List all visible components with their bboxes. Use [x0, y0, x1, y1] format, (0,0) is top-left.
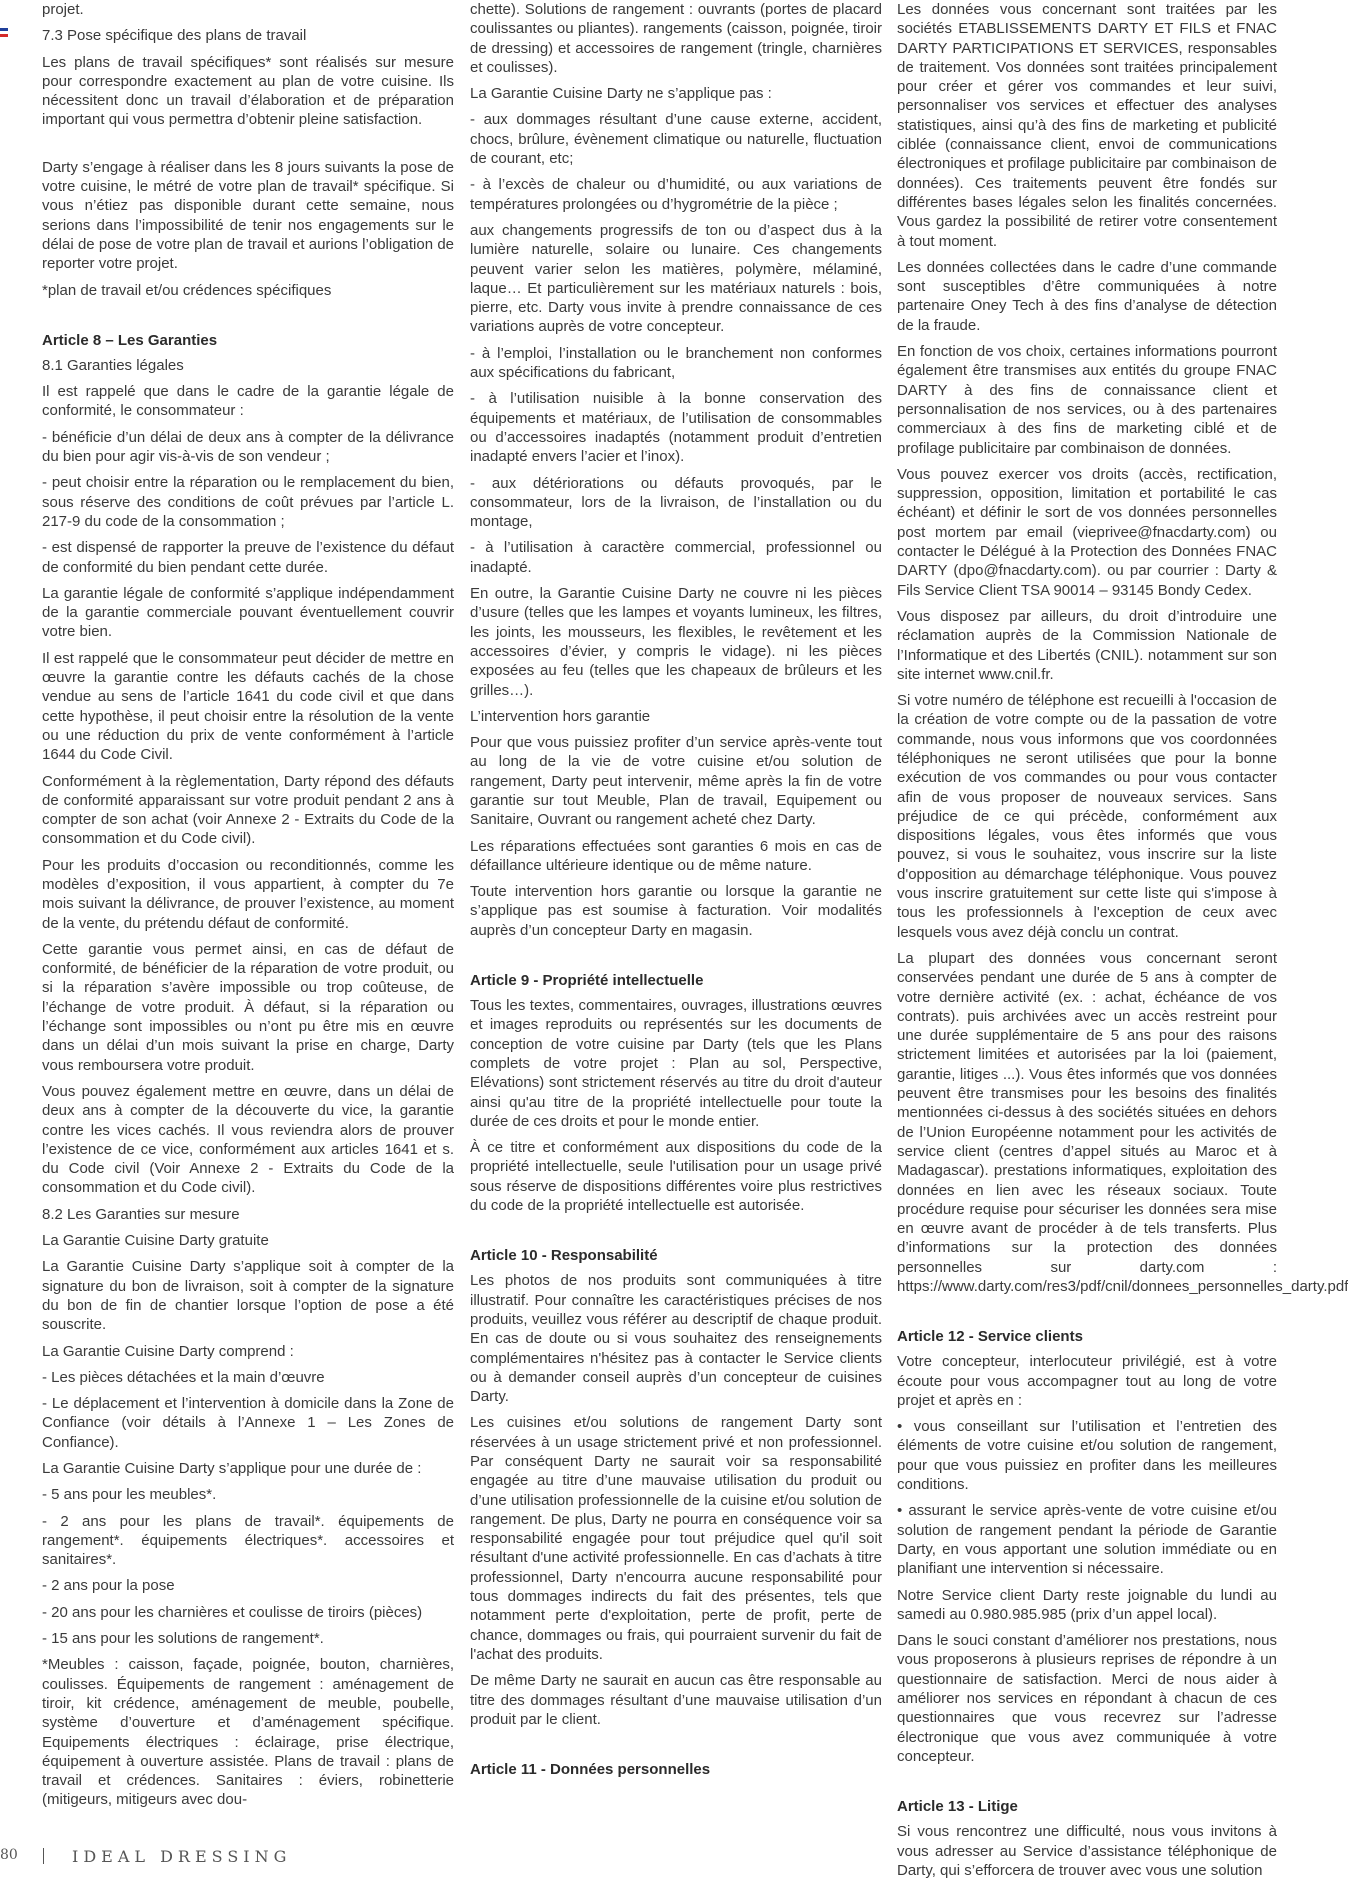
article-heading: Article 11 - Données personnelles — [470, 1761, 711, 1779]
paragraph: Dans le souci constant d’améliorer nos prestations, nous vous proposerons à plusieurs reprises de répondre à un questionnaire de satisfaction. Merci de nous aider à améliorer nos services en répondant à chacun de ces questionnaires que vous recevrez sur l’adresse électronique que vous avez communiquée à votre concepteur. — [897, 1632, 1277, 1765]
paragraph: Cette garantie vous permet ainsi, en cas de défaut de conformité, de bénéficier de la réparation de votre produit, ou si la réparation s’avère impossible ou trop coûteuse, de l’échange de votre produit. À défaut, si la réparation ou l’échange sont impossibles ou n’ont pu être mis en œuvre dans un délai d’un mois suivant la prise en charge, Darty vous remboursera votre produit. — [42, 940, 454, 1074]
paragraph: - 2 ans pour les plans de travail*. équipements de rangement*. équipements électriques*. accessoires et sanitaires*. — [42, 1512, 454, 1569]
paragraph: De même Darty ne saurait en aucun cas être responsable au titre des dommages résultant d’une mauvaise utilisation d’un produit par le client. — [470, 1672, 882, 1728]
paragraph: En outre, la Garantie Cuisine Darty ne couvre ni les pièces d’usure (telles que les lampes et voyants lumineux, les filtres, les joints, les mousseurs, les flexibles, le revêtement et les accessoires d’évier, y compris le vidage). ni les pièces exposées au feu (telles que les chapeaux de brûleurs et les grilles…). — [470, 585, 882, 699]
footer-brand: IDEAL DRESSING — [72, 1847, 292, 1866]
page-number: 80 — [0, 1847, 18, 1863]
article-heading: Article 10 - Responsabilité — [470, 1247, 658, 1265]
paragraph: - Le déplacement et l’intervention à domicile dans la Zone de Confiance (voir détails à l’Annexe 1 – Les Zones de Confiance). — [42, 1395, 454, 1451]
paragraph: La Garantie Cuisine Darty s’applique pour une durée de : — [42, 1460, 422, 1477]
paragraph: • vous conseillant sur l’utilisation et l’entretien des éléments de votre cuisine et/ou solution de rangement, pour que vous puissiez en profiter dans les meilleures conditions. — [897, 1418, 1277, 1494]
paragraph: Si votre numéro de téléphone est recueilli à l'occasion de la création de votre compte ou de la passation de votre commande, nous vous informons que vos coordonnées téléphoniques ne seront utilisées que pour la bonne exécution de vos commandes ou pour vous contacter afin de vous proposer de nouveaux services. Sans préjudice de ce qui précède, conformément aux dispositions légales, vous êtes informés que vous pouvez, si vous le souhaitez, vous inscrire sur la liste d'opposition au démarchage téléphonique. Vous pouvez vous inscrire gratuitement sur cette liste qui s'impose à tous les professionnels à l'exception de ceux avec lesquels vous avez déjà conclu un contrat. — [897, 692, 1277, 941]
paragraph: - 15 ans pour les solutions de rangement*. — [42, 1630, 324, 1648]
paragraph: En fonction de vos choix, certaines informations pourront également être transmises aux entités du groupe FNAC DARTY à des fins de connaissance client et personnalisation de nos services, ou à des partenaires commerciaux à des fins de marketing ciblé et de profilage publicitaire par combinaison de données. — [897, 343, 1277, 457]
paragraph: - aux dommages résultant d’une cause externe, accident, chocs, brûlure, évènement climatique ou naturelle, fluctuation de courant, etc; — [470, 111, 882, 168]
paragraph: - à l’emploi, l’installation ou le branchement non conformes aux spécifications du fabricant, — [470, 344, 882, 382]
paragraph: Conformément à la règlementation, Darty répond des défauts de conformité apparaissant sur votre produit pendant 2 ans à compter de son achat (voir Annexe 2 - Extraits du Code de la consommation et du Code civil). — [42, 772, 454, 848]
article-heading: Article 12 - Service clients — [897, 1328, 1083, 1346]
paragraph: Les données vous concernant sont traitées par les sociétés ETABLISSEMENTS DARTY ET FILS et FNAC DARTY PARTICIPATIONS ET SERVICES, responsables de traitement. Vos données sont traitées principalement pour créer et gérer vos commandes et leur suivi, personnaliser vos services et effectuer des analyses statistiques, ainsi qu’à des fins de marketing et publicité ciblée (connaissance client, envoi de communications électroniques et profilage publicitaire par combinaison de données). Ces traitements peuvent être fondés sur différentes bases légales selon les finalités concernées. Vous gardez la possibilité de retirer votre consentement à tout moment. — [897, 1, 1277, 250]
paragraph: Si vous rencontrez une difficulté, nous vous invitons à vous adresser au Service d’assistance téléphonique de Darty, qui s’efforcera de trouver avec vous une solution — [897, 1823, 1277, 1879]
paragraph: - 5 ans pour les meubles*. — [42, 1486, 217, 1504]
paragraph: L’intervention hors garantie — [470, 707, 651, 725]
paragraph: La garantie légale de conformité s’applique indépendamment de la garantie commerciale pouvant éventuellement couvrir votre bien. — [42, 584, 454, 641]
paragraph: 8.2 Les Garanties sur mesure — [42, 1205, 240, 1223]
paragraph: - peut choisir entre la réparation ou le remplacement du bien, sous réserve des conditions de coût prévues par l’article L. 217-9 du code de la consommation ; — [42, 474, 454, 530]
paragraph: • assurant le service après-vente de votre cuisine et/ou solution de rangement pendant la période de Garantie Darty, en vous apportant une solution immédiate ou en planifiant une intervention si nécessaire. — [897, 1502, 1277, 1578]
paragraph: - Les pièces détachées et la main d’œuvre — [42, 1368, 325, 1386]
paragraph: *plan de travail et/ou crédences spécifiques — [42, 281, 332, 299]
paragraph: 8.1 Garanties légales — [42, 356, 184, 374]
paragraph: Il est rappelé que le consommateur peut décider de mettre en œuvre la garantie contre les défauts cachés de la chose vendue au sens de l’article 1641 du code civil et que dans cette hypothèse, il peut choisir entre la résolution de la vente ou une réduction du prix de vente conformément à l’article 1644 du Code Civil. — [42, 649, 454, 764]
article-heading: Article 8 – Les Garanties — [42, 331, 218, 349]
article-heading: Article 9 - Propriété intellectuelle — [470, 972, 704, 990]
paragraph: La plupart des données vous concernant seront conservées pendant une durée de 5 ans à compter de votre dernière activité (ex. : achat, échéance de vos contrats). puis archivées avec un accès restreint pour une durée supplémentaire de 5 ans pour des raisons strictement limitées et autorisées par la loi (paiement, garantie, litiges ...). Vous êtes informés que vos données peuvent être transmises pour les besoins des finalités mentionnées ci-dessus à des sociétés situées en dehors de l’Union Européenne notamment pour les activités de service client (centres d’appel situés au Maroc et à Madagascar). prestations informatiques, exploitation des données en lien avec les réseaux sociaux. Toute procédure requise pour sécuriser les données sera mise en œuvre avant de procéder à de tels transferts. Plus d’informations sur la protection des données personnelles sur darty.com : https://www.darty.com/res3/pdf/cnil/donnees_personnelles_darty.pdf — [897, 949, 1348, 1295]
paragraph: Les plans de travail spécifiques* sont réalisés sur mesure pour correspondre exactement au plan de votre cuisine. Ils nécessitent donc un travail d’élaboration et de préparation important qui vous permettra d’obtenir pleine satisfaction. — [42, 53, 454, 129]
article-heading: Article 13 - Litige — [897, 1798, 1018, 1816]
paragraph: Votre concepteur, interlocuteur privilégié, est à votre écoute pour vous accompagner tout au long de votre projet et après en : — [897, 1353, 1277, 1409]
paragraph: - à l’excès de chaleur ou d’humidité, ou aux variations de températures prolongées ou d’hygrométrie de la pièce ; — [470, 176, 882, 213]
paragraph: Pour les produits d’occasion ou reconditionnés, comme les modèles d’exposition, il vous appartient, à compter du 7e mois suivant la délivrance, de prouver l’existence, au moment de la vente, du prétendu défaut de conformité. — [42, 856, 454, 932]
paragraph: - 2 ans pour la pose — [42, 1577, 175, 1595]
paragraph: Les réparations effectuées sont garanties 6 mois en cas de défaillance ultérieure identique ou de même nature. — [470, 837, 882, 874]
paragraph: Les photos de nos produits sont communiquées à titre illustratif. Pour connaître les caractéristiques précises de nos produits, veuillez vous référer au descriptif de chaque produit. En cas de doute ou si vous souhaitez des renseignements complémentaires n'hésitez pas à contacter le Service clients ou à demander conseil auprès d’un concepteur de cuisines Darty. — [470, 1272, 882, 1406]
paragraph: Darty s’engage à réaliser dans les 8 jours suivants la pose de votre cuisine, le métré de votre plan de travail* spécifique. Si vous n’étiez pas disponible durant cette semaine, nous serions dans l’impossibilité de tenir nos engagements sur le délai de pose de votre plan de travail et aurions l’obligation de reporter votre projet. — [42, 158, 454, 273]
paragraph: Vous pouvez exercer vos droits (accès, rectification, suppression, opposition, limitation et portabilité le cas échéant) et définir le sort de vos données personnelles post mortem par email (vieprivee@fnacdarty.com) ou contacter le Délégué à la Protection des Données FNAC DARTY (dpo@fnacdarty.com). ou par courrier : Darty & Fils Service Client TSA 90014 – 93145 Bondy Cedex. — [897, 465, 1277, 599]
footer-divider — [43, 1848, 44, 1864]
text-column-2 — [470, 0, 882, 1785]
paragraph: Tous les textes, commentaires, ouvrages, illustrations œuvres et images reproduits ou représentés sur les documents de conception de votre cuisine par Darty (tels que les Plans complets de votre projet : Plan au sol, Perspective, Elévations) sont strictement réservés au titre du droit d'auteur ainsi qu'au titre de la propriété intellectuelle pour toute la durée de ces droits et pour le monde entier. — [470, 997, 882, 1130]
paragraph: Notre Service client Darty reste joignable du lundi au samedi au 0.980.985.985 (prix d’un appel local). — [897, 1586, 1277, 1623]
paragraph: - aux détériorations ou défauts provoqués, par le consommateur, lors de la livraison, de l’installation ou du montage, — [470, 474, 882, 531]
page-footer — [0, 1844, 400, 1866]
paragraph: Les données collectées dans le cadre d’une commande sont susceptibles d’être communiquées à notre partenaire Oney Tech à des fins d’analyse de détection de la fraude. — [897, 258, 1277, 334]
text-column-1 — [42, 0, 454, 1817]
paragraph: *Meubles : caisson, façade, poignée, bouton, charnières, coulisses. Équipements de rangement : aménagement de tiroir, kit crédence, aménagement de meuble, poubelle, système d’ouverture et d’aménagement spécifique. Equipements électriques : éclairage, prise électrique, équipement à ouverture assistée. Plans de travail : plans de travail et crédences. Sanitaires : éviers, robinetterie (mitigeurs, mitigeurs avec dou- — [42, 1656, 454, 1809]
paragraph: - à l’utilisation nuisible à la bonne conservation des équipements et matériaux, de l’utilisation de consommables ou d’accessoires inadaptés (notamment produit d’entretien inadapté envers l’acier et l’inox). — [470, 390, 882, 466]
paragraph: Vous disposez par ailleurs, du droit d’introduire une réclamation auprès de la Commission Nationale de l’Informatique et des Libertés (CNIL). notamment sur son site internet www.cnil.fr. — [897, 607, 1277, 683]
paragraph: La Garantie Cuisine Darty s’applique soit à compter de la signature du bon de livraison, soit à compter de la signature du bon de fin de chantier lorsque l’option de pose a été souscrite. — [42, 1258, 454, 1334]
paragraph: - est dispensé de rapporter la preuve de l’existence du défaut de conformité du bien pendant cette durée. — [42, 539, 454, 576]
paragraph: - 20 ans pour les charnières et coulisse de tiroirs (pièces) — [42, 1603, 423, 1621]
paragraph: À ce titre et conformément aux dispositions du code de la propriété intellectuelle, seule l'utilisation pour un usage privé sous réserve de dispositions différentes voire plus restrictives du code de la propriété intellectuelle est autorisée. — [470, 1139, 882, 1215]
french-flag-icon — [0, 28, 8, 37]
flag-red-stripe — [0, 34, 8, 37]
text-column-3 — [897, 0, 1348, 1887]
paragraph: Il est rappelé que dans le cadre de la garantie légale de conformité, le consommateur : — [42, 383, 454, 420]
paragraph: chette). Solutions de rangement : ouvrants (portes de placard coulissantes ou pliantes). rangements (caisson, poignée, tiroir de dressing) et accessoires de rangement (tringle, charnières et coulisses). — [470, 1, 882, 76]
paragraph: projet. — [42, 1, 84, 18]
paragraph: 7.3 Pose spécifique des plans de travail — [42, 27, 307, 45]
paragraph: - à l’utilisation à caractère commercial, professionnel ou inadapté. — [470, 539, 882, 576]
paragraph: La Garantie Cuisine Darty gratuite — [42, 1232, 269, 1250]
paragraph: La Garantie Cuisine Darty ne s’applique pas : — [470, 85, 772, 103]
paragraph: Les cuisines et/ou solutions de rangement Darty sont réservées à un usage strictement privé et non professionnel. Par conséquent Darty ne saurait voir sa responsabilité engagée au titre d’une mauvaise utilisation du produit ou d’une utilisation professionnelle de la cuisine et/ou solution de rangement. De plus, Darty ne pourra en conséquence voir sa responsabilité engagée pour tout préjudice quel qu'il soit résultant d'une activité professionnelle. En cas d’achats à titre professionnel, Darty n'encourra aucune responsabilité pour tous dommages indirects du fait des présentes, tels que notamment perte d'exploitation, perte de profit, perte de chance, dommages ou frais, qui pourraient survenir du fait de l'achat des produits. — [470, 1414, 882, 1663]
paragraph: - bénéficie d’un délai de deux ans à compter de la délivrance du bien pour agir vis-à-vis de son vendeur ; — [42, 428, 454, 466]
paragraph: aux changements progressifs de ton ou d’aspect dus à la lumière naturelle, solaire ou lunaire. Ces changements peuvent varier selon les matières, polymère, mélaminé, laque… Et particulièrement sur les matériaux naturels : bois, pierre, etc. Darty vous invite à prendre connaissance de ces variations auprès de votre concepteur. — [470, 221, 882, 336]
paragraph: Toute intervention hors garantie ou lorsque la garantie ne s’applique pas est soumise à facturation. Voir modalités auprès d’un concepteur Darty en magasin. — [470, 883, 882, 939]
paragraph: Vous pouvez également mettre en œuvre, dans un délai de deux ans à compter de la découverte du vice, la garantie contre les vices cachés. Il vous reviendra alors de prouver l’existence de ce vice, conformément aux articles 1641 et s. du Code civil (Voir Annexe 2 - Extraits du Code de la consommation et du Code civil). — [42, 1082, 454, 1197]
paragraph: La Garantie Cuisine Darty comprend : — [42, 1342, 294, 1360]
paragraph: Pour que vous puissiez profiter d’un service après-vente tout au long de la vie de votre cuisine et/ou solution de rangement, Darty peut intervenir, même après la fin de votre garantie sur tout Meuble, Plan de travail, Equipement ou Sanitaire, Ouvrant ou rangement acheté chez Darty. — [470, 734, 882, 829]
